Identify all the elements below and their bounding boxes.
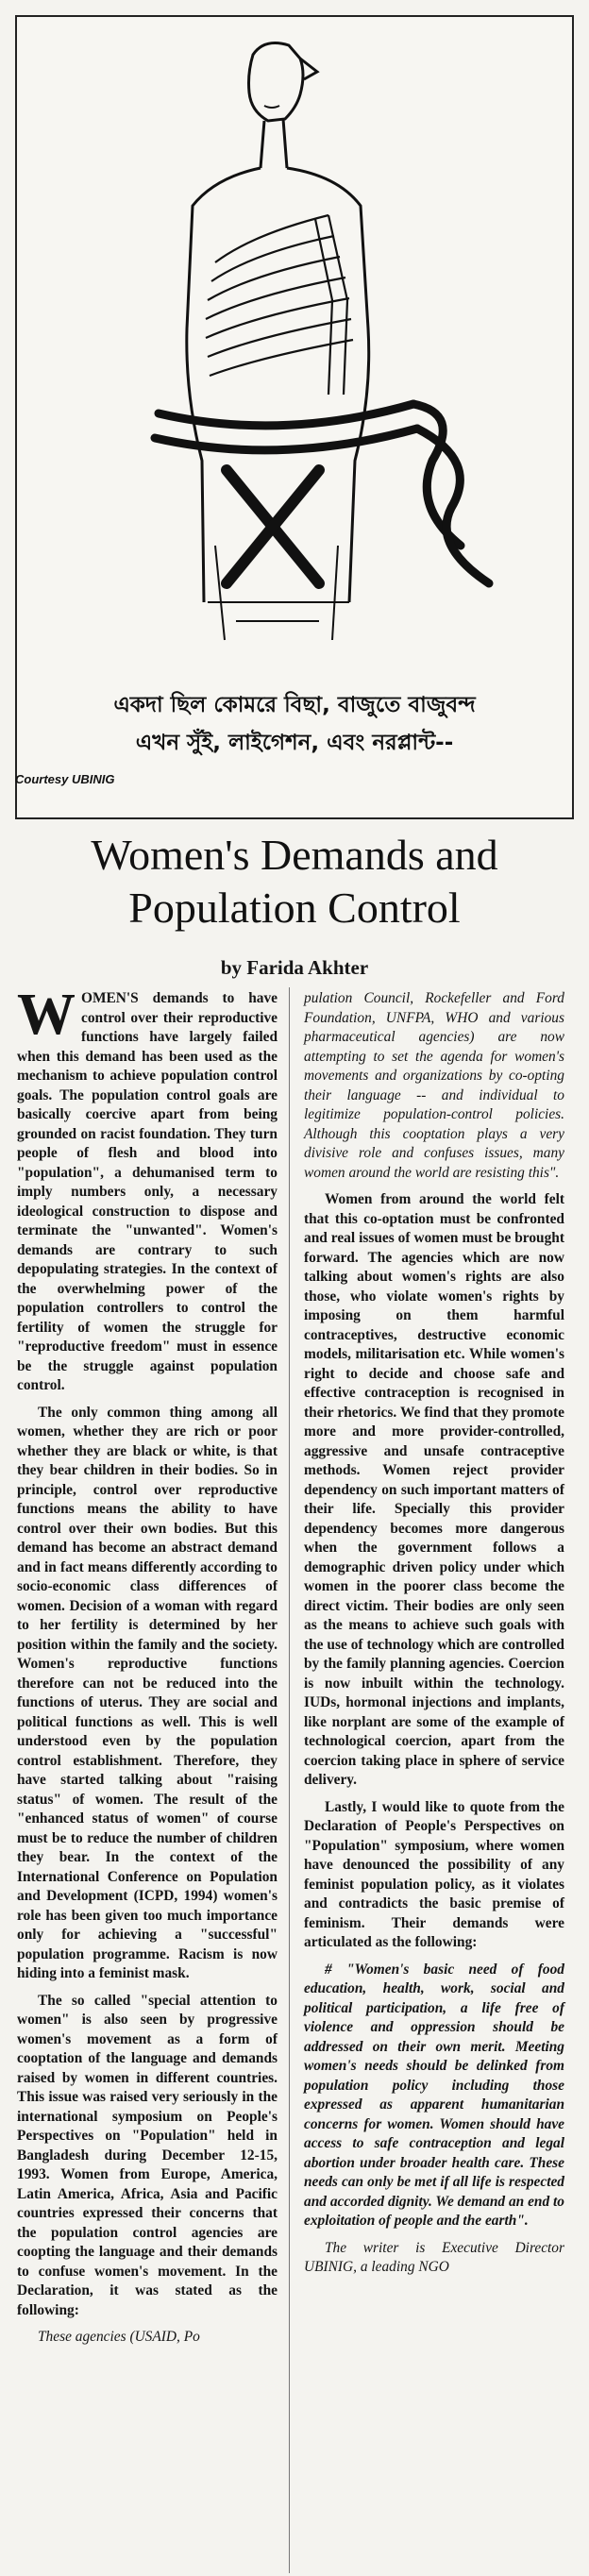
bengali-caption-line2: এখন সুঁই, লাইগেশন, এবং নরপ্লান্ট-- xyxy=(135,731,454,755)
byline: by Farida Akhter xyxy=(220,956,369,979)
paragraph: Lastly, I would like to quote from the Declaration of People's Perspectives on "Population" symposium, where women have denounced the possibility of any feminist population policy, as it violates and contradicts the basic premise of feminism. Their demands were articulated as the following: xyxy=(304,1798,564,1950)
drop-cap: W xyxy=(17,983,76,1047)
headline-line2: Population Control xyxy=(128,884,461,932)
paragraph: WOMEN'S demands to have control over their reproductive functions have largely failed when this demand has been used as the mechanism to achieve population control goals. The population control goals are basically coercive apart from being grounded on racist foundation. They turn people of flesh and blood into "population", a dehumanised term to imply numbers only, a necessary ideological construction to dispose and terminate the "unwanted". Women's demands are contrary to such depopulating strategies. In the context of the overwhelming power of the population controllers to control the fertility of women the struggle for "reproductive freedom" must in essence be the struggle against population control. xyxy=(17,983,278,1393)
article-right-column xyxy=(304,989,564,2285)
paragraph: The so called "special attention to women" is also seen by progressive women's movement as a form of cooptation of the language and demands raised by women in different countries. This issue was raised very seriously in the international symposium on People's Perspectives on "Population" held in Bangladesh during December 12-15, 1993. Women from Europe, America, Latin America, Africa, Asia and Pacific countries expressed their concerns that the population control agencies are coopting the language and their demands to confuse women's movement. In the Declaration, it was stated as the following: xyxy=(17,1992,278,2318)
headline-line1: Women's Demands and xyxy=(91,831,498,879)
paragraph: pulation Council, Rockefeller and Ford Foundation, UNFPA, WHO and various pharmaceutical agencies) are now attempting to set the agenda for women's movements and organizations by co-opting their language -- and individual to legitimize population-control policies. Although this cooptation plays a very divisive role and confuses issues, many women around the world are resisting this". xyxy=(304,990,564,1181)
article-left-column xyxy=(17,983,278,2355)
paragraph: The only common thing among all women, whether they are rich or poor whether they are black or white, is that they bear children in their bodies. So in principle, control over reproductive functions means the ability to have control over their own bodies. But this demand has become an abstract demand and in fact means differently according to socio-economic class differences of women. Decision of a woman with regard to her fertility is determined by her position within the family and the society. Women's reproductive functions therefore can not be reduced into the functions of uterus. They are social and political functions as well. This is well understood even by the population control establishment. Therefore, they have started talking about "raising status" of women. The result of the "enhanced status of women" of course must be to reduce the number of children they bear. In the context of the International Conference on Population and Development (ICPD, 1994) women's role has been given too much importance only for achieving a "successful" population programme. Racism is now hiding into a feminist mask. xyxy=(17,1404,278,1981)
column-divider xyxy=(289,987,290,2573)
courtesy-credit: Courtesy UBINIG xyxy=(15,772,115,786)
paragraph: Women from around the world felt that this co-optation must be confronted and real issues of women must be brought forward. The agencies which are now talking about women's rights are also those, who violate women's rights by imposing on them harmful contraceptives, destructive economic models, militarisation etc. While women's right to decide and choose safe and effective contraception is recognised in their rhetorics. We find that they promote more and more provider-controlled, aggressive and unsafe contraceptive methods. Women reject provider dependency on such important matters of their life. Specially this provider dependency becomes more dangerous when the government follows a demographic driven policy under which women in the poorer class become the direct victim. Their bodies are only seen as the means to achieve such goals with the use of technology which are controlled by the family planning agencies. Coercion is now inbuilt within the technology. IUDs, hormonal injections and implants, like norplant are some of the example of technological coercion, apart from the coercion taking place in sphere of service delivery. xyxy=(304,1191,564,1788)
author-note: The writer is Executive Director UBINIG, a leading NGO xyxy=(304,2239,564,2275)
article-headline xyxy=(15,829,574,934)
paragraph: These agencies (USAID, Po xyxy=(38,2329,200,2345)
illustration-panel xyxy=(15,15,574,819)
bengali-caption-line1: একদা ছিল কোমরে বিছা, বাজুতে বাজুবন্দ xyxy=(113,693,476,717)
quoted-declaration: # "Women's basic need of food education, health, work, social and political participation, a life free of violence and oppression should be addressed on their own merit. Meeting women's needs should be delinked from population policy including those expressed as apparent humanitarian concerns for women. Women should have access to safe contraception and legal abortion under broader health care. These needs can only be met if all life is respected and accorded dignity. We demand an end to exploitation of people and the earth". xyxy=(304,1961,564,2229)
